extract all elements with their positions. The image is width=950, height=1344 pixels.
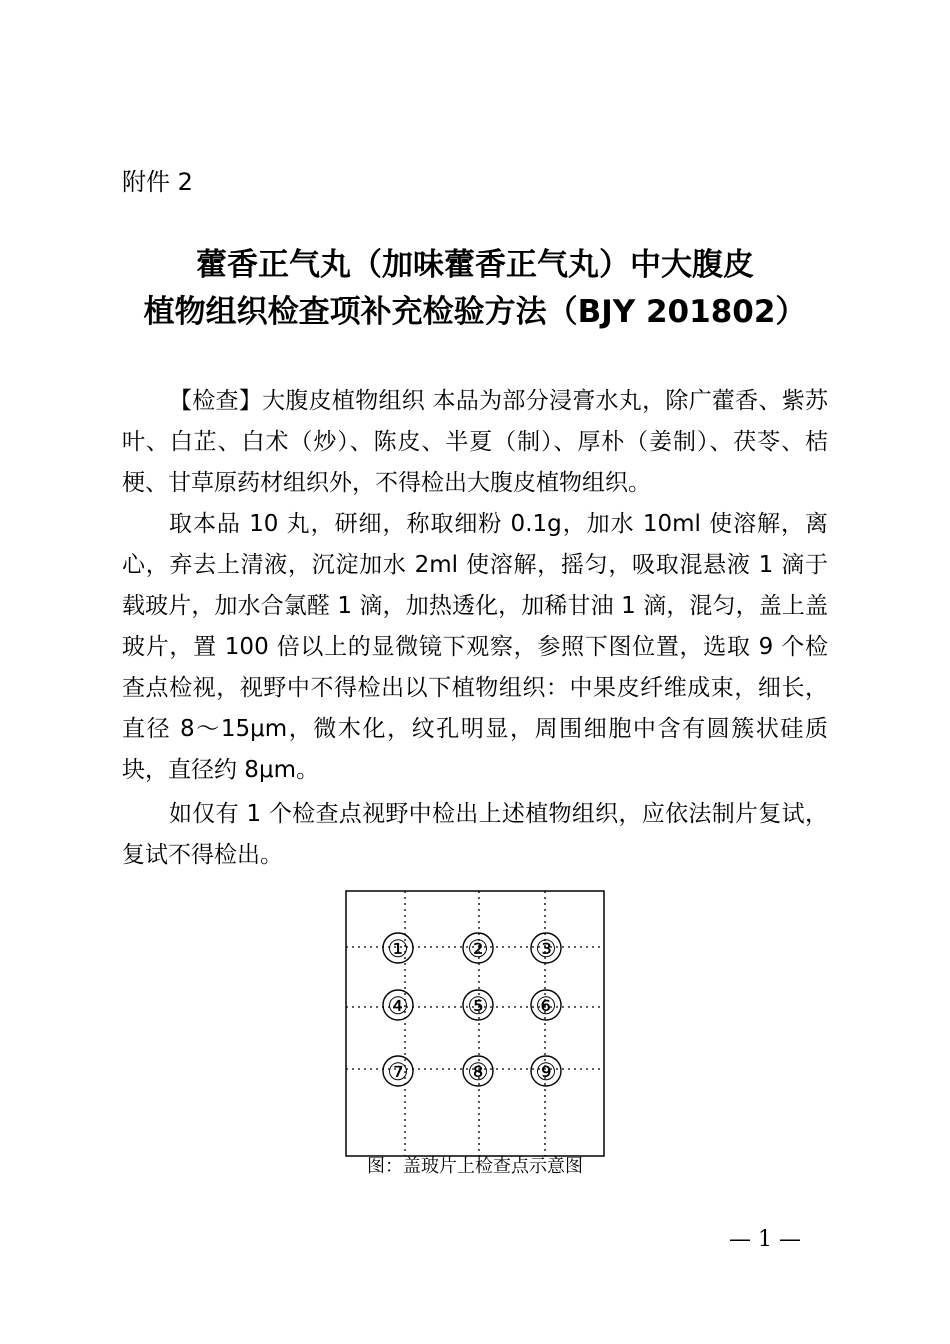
check-point-label: ⑧ <box>467 1058 489 1086</box>
check-point <box>463 990 493 1020</box>
page-number: — 1 — <box>729 1227 801 1252</box>
paragraph-retest <box>122 794 828 876</box>
paragraph-text: 取本品 10 丸，研细，称取细粉 0.1g，加水 10ml 使溶解，离心，弃去上清液，沉淀加水 2ml 使溶解，摇匀，吸取混悬液 1 滴于载玻片，加水合氯醛 1 滴，加热透化，加稀甘油 1 滴，混匀，盖上盖玻片，置 100 倍以上的显微镜下观察，参照下图位置，选取 9 个检查点检视，视野中不得检出以下植物组织：中果皮纤维成束，细长，直径 8～15μm，微木化，纹孔明显，周围细胞中含有圆簇状硅质块，直径约 8μm。 <box>122 511 828 783</box>
check-point <box>463 1056 493 1086</box>
check-point <box>463 933 493 963</box>
check-point <box>383 1056 413 1086</box>
check-point-label: ⑤ <box>467 992 489 1020</box>
document-title-line-1: 藿香正气丸（加味藿香正气丸）中大腹皮 <box>196 247 754 283</box>
figure-caption: 图：盖玻片上检查点示意图 <box>367 1156 583 1177</box>
paragraph-text: 如仅有 1 个检查点视野中检出上述植物组织，应依法制片复试，复试不得检出。 <box>122 801 828 868</box>
coverslip-border <box>346 891 604 1156</box>
check-point <box>383 990 413 1020</box>
check-point <box>531 990 561 1020</box>
check-point-label: ④ <box>387 992 409 1020</box>
check-point-label: ① <box>387 935 409 963</box>
check-point <box>383 933 413 963</box>
attachment-label: 附件 2 <box>122 168 193 196</box>
paragraph-text: 【检查】大腹皮植物组织 本品为部分浸膏水丸，除广藿香、紫苏叶、白芷、白术（炒）、陈皮、半夏（制）、厚朴（姜制）、茯苓、桔梗、甘草原药材组织外，不得检出大腹皮植物组织。 <box>122 388 828 496</box>
check-point <box>531 1056 561 1086</box>
check-point-label: ⑨ <box>535 1058 557 1086</box>
check-point-label: ③ <box>535 935 557 963</box>
document-title-line-2: 植物组织检查项补充检验方法（BJY 201802） <box>143 294 807 330</box>
check-point-label: ⑦ <box>387 1058 409 1086</box>
check-point-label: ② <box>467 935 489 963</box>
check-point <box>531 933 561 963</box>
check-point-label: ⑥ <box>535 992 557 1020</box>
paragraph-inspection <box>122 381 828 504</box>
coverslip-diagram <box>345 890 605 1157</box>
paragraph-procedure <box>122 504 828 791</box>
